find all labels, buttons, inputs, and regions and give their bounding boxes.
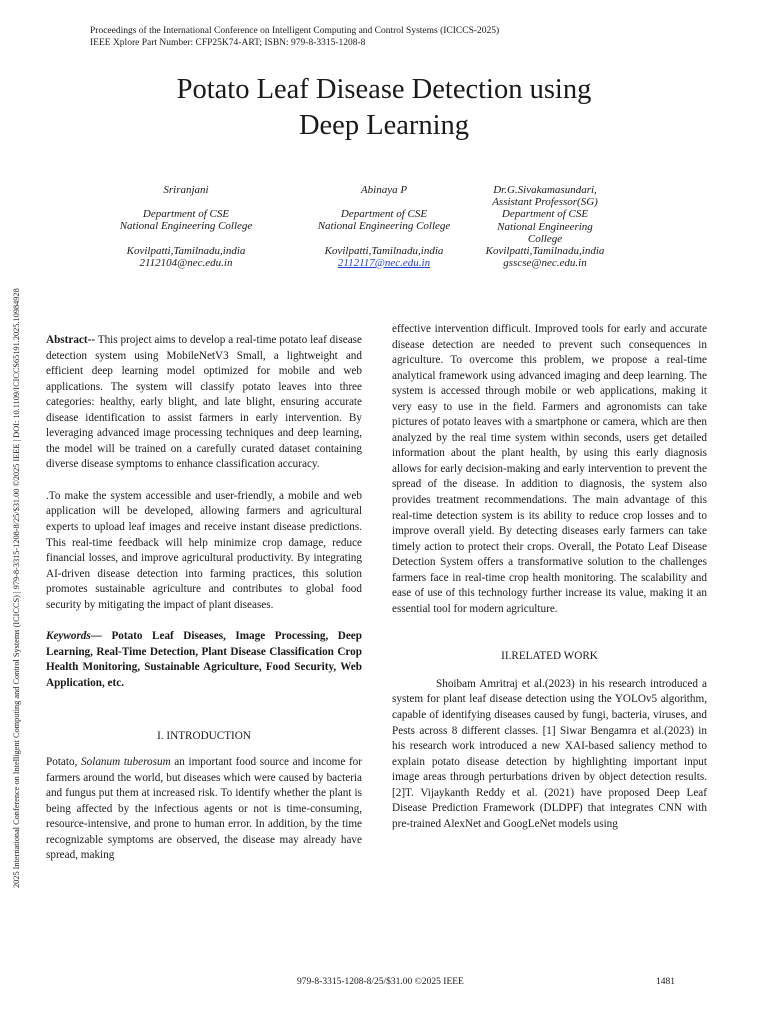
intro-text-start: Potato, <box>46 756 82 769</box>
page-number: 1481 <box>656 977 675 987</box>
abstract-label: Abstract-- <box>46 334 96 346</box>
keywords-text: Potato Leaf Diseases, Image Processing, Deep Learning, Real-Time Detection, Plant Disease Classification Crop Health Monitoring, Sustainable Agriculture, Food Security, Web Application, etc. <box>46 630 362 689</box>
left-column <box>46 333 362 864</box>
footer-copyright: 979-8-3315-1208-8/25/$31.00 ©2025 IEEE <box>297 977 464 987</box>
author-org: College <box>527 232 563 245</box>
author-email: 2112104@nec.edu.in <box>139 256 233 269</box>
author-block <box>299 184 469 269</box>
related-work-paragraph: Shoibam Amritraj et al.(2023) in his research introduced a system for plant leaf disease detection using the YOLOv5 algorithm, capable of identifying diseases caused by fungi, bacteria, viruses, and Pests across 8 different classes. [1] Siwar Bengamra et al.(2023) in his research work introduced a new XAI-based saliency method to explain potato disease detection by highlighting important input image areas through perturbations driven by object detection results. [2]T. Vijaykanth Reddy et al. (2021) have proposed Deep Leaf Disease Prediction Framework (DLDPF) that integrates CNN with pre-trained AlexNet and GoogLeNet models using <box>392 677 707 830</box>
author-email-link[interactable]: 2112117@nec.edu.in <box>337 256 431 269</box>
author-org: National Engineering College <box>119 220 253 233</box>
paper-title <box>84 72 684 144</box>
intro-text: an important food source and income for farmers around the world, but diseases which were caused by bacteria and fungus put them at increased risk. To identify whether the plant is being affected by the infectious agents or not is time-consuming, resource-intensive, and prone to human error. In addition, by the time recognizable symptoms are observed, the disease may already have spread, making <box>46 756 363 862</box>
author-org: National Engineering <box>497 220 593 233</box>
author-location: Kovilpatti,Tamilnadu,india <box>324 244 444 257</box>
title-line: Deep Learning <box>298 110 470 141</box>
author-org: National Engineering College <box>317 220 451 233</box>
author-name: Abinaya P <box>360 184 408 196</box>
abstract-paragraph-2: .To make the system accessible and user-friendly, a mobile and web application will be developed, allowing farmers and agricultural experts to upload leaf images and receive instant disease predictions. This real-time feedback will help minimize crop damage, reduce financial losses, and improve agricultural productivity. By integrating AI-driven disease detection into farming practices, this solution promotes sustainable agriculture and contributes to global food security by mitigating the impact of plant diseases. <box>46 489 362 611</box>
author-dept: Department of CSE <box>340 208 428 221</box>
intro-paragraph <box>46 755 362 864</box>
author-block <box>460 184 630 269</box>
section-heading-introduction: I. INTRODUCTION <box>157 730 251 743</box>
keywords-label: Keywords— <box>46 630 102 643</box>
author-location: Kovilpatti,Tamilnadu,india <box>485 245 605 258</box>
right-column <box>392 322 707 832</box>
abstract-paragraph <box>46 333 362 473</box>
section-heading-related-work: II.RELATED WORK <box>501 650 598 663</box>
author-name: Dr.G.Sivakamasundari, <box>493 184 597 196</box>
abstract-text: This project aims to develop a real-time potato leaf disease detection system using MobileNetV3 Small, a lightweight and efficient deep learning model optimized for mobile and web applications. The system will classify potato leaves into three categories: healthy, early blight, and late blight, ensuring accurate disease identification to assist farmers in early intervention. By leveraging advanced image processing techniques and deep learning, the model will be trained on a carefully curated dataset containing diverse disease symptoms to enhance classification accuracy. <box>46 334 362 471</box>
author-dept: Department of CSE <box>501 208 589 221</box>
author-email: gsscse@nec.edu.in <box>503 257 587 270</box>
author-location: Kovilpatti,Tamilnadu,india <box>126 244 246 257</box>
keywords-paragraph <box>46 629 362 691</box>
species-name: Solanum tuberosum <box>81 756 171 769</box>
conference-header: Proceedings of the International Conference on Intelligent Computing and Control Systems (ICICCS-2025) <box>90 26 500 36</box>
author-block <box>101 184 271 269</box>
author-dept: Department of CSE <box>142 208 230 221</box>
isbn-header: IEEE Xplore Part Number: CFP25K74-ART; ISBN: 979-8-3315-1208-8 <box>90 38 366 48</box>
intro-continuation: effective intervention difficult. Improved tools for early and accurate disease detection are needed to prevent such consequences in agriculture. To overcome this problem, we propose a real-time analytical framework using advanced imaging and deep learning. The system is accessed through mobile or web applications, making it very easy to use in the field. Farmers and agronomists can take pictures of potato leaves with a smartphone or camera, which are then analyzed by the real time system within seconds, users get detailed information about the plant health, by using this early diagnosis allows for early decision-making and early intervention to prevent the spread of the disease. In addition to diagnosis, the system also provides treatment recommendations. The main advantage of this real-time detection system is its ability to reduce crop losses and to improve overall yield. By detecting diseases early farmers can take timely action to protect their crops. Overall, the Potato Leaf Disease Detection System offers a transformative solution to the challenges farmers face in real-time crop health monitoring. The scalability and ease of use of this technology further increase its value, making it an essential tool for modern agriculture. <box>392 323 707 615</box>
title-line: Potato Leaf Disease Detection using <box>176 74 592 105</box>
author-role: Assistant Professor(SG) <box>492 196 598 209</box>
author-name: Sriranjani <box>163 184 209 196</box>
side-doi-strip: 2025 International Conference on Intelligent Computing and Control Systems (ICICCS) | 979-8-3315-1208-8/25/$31.00 ©2025 IEEE | DOI: 10.1109/ICICCS65191.2025.10984928 <box>12 288 21 888</box>
